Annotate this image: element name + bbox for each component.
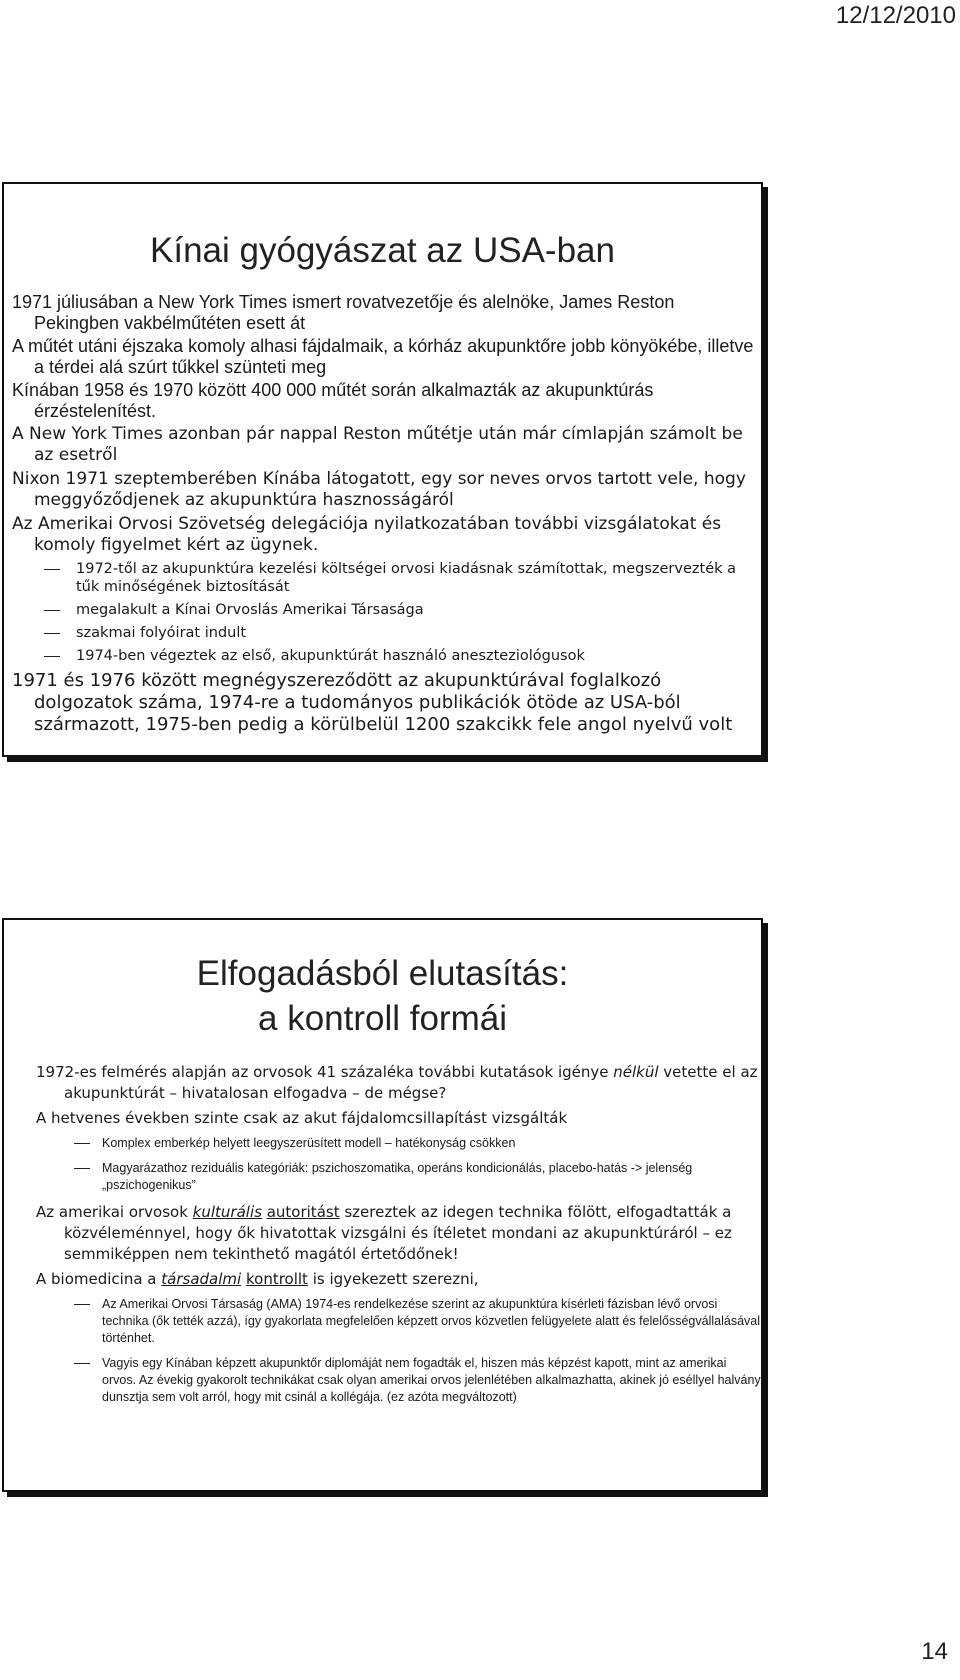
sub-list-item xyxy=(4,1355,761,1406)
slide-2-sub-list-1 xyxy=(4,1135,761,1194)
list-item: Az Amerikai Orvosi Szövetség delegációja nyilatkozatában további vizsgálatokat és komoly figyelmet kért az ügynek. xyxy=(12,514,722,555)
dash-bullet-icon xyxy=(74,1363,90,1364)
dash-bullet-icon xyxy=(44,569,60,570)
list-item xyxy=(4,1269,761,1290)
sub-list-item-text: 1974-ben végeztek az első, akupunktúrát használó aneszteziológusok xyxy=(76,648,585,664)
sub-list-item-text: Komplex emberkép helyett leegyszerüsített modell – hatékonyság csökken xyxy=(102,1135,516,1150)
slide-1 xyxy=(2,182,763,757)
dash-bullet-icon xyxy=(74,1168,90,1169)
sub-list-item-text: szakmai folyóirat indult xyxy=(76,625,247,641)
text-run: Az amerikai orvosok xyxy=(36,1202,193,1221)
dash-bullet-icon xyxy=(44,656,60,657)
list-item xyxy=(4,1202,761,1265)
sub-list-item xyxy=(4,1135,761,1152)
list-item xyxy=(4,1062,761,1104)
list-item: A műtét utáni éjszaka komoly alhasi fájdalmaik, a kórház akupunktőre jobb könyökébe, illetve a térdei alá szúrt tűkkel szünteti meg xyxy=(12,336,754,377)
emphasis-text: társadalmi xyxy=(161,1269,242,1288)
sub-list-item xyxy=(4,1160,761,1194)
slide-2-title-line-1: Elfogadásból elutasítás: xyxy=(196,954,569,993)
emphasis-text: kulturális xyxy=(192,1202,262,1221)
text-run: 1972-es felmérés alapján az orvosok 41 százaléka további kutatások igénye xyxy=(36,1062,614,1081)
slide-2-bullet-list xyxy=(4,1062,761,1129)
slide-1-title xyxy=(4,230,761,272)
text-run: is igyekezett szerezni, xyxy=(307,1269,479,1288)
sub-list-item xyxy=(4,624,761,642)
slide-2-title-line-2: a kontroll formái xyxy=(258,998,507,1038)
slide-2 xyxy=(2,918,763,1492)
list-item: Nixon 1971 szeptemberében Kínába látogatott, egy sor neves orvos tartott vele, hogy meggyőződjenek az akupunktúra hasznosságáról xyxy=(12,469,746,510)
slide-1-sub-list xyxy=(4,560,761,665)
dash-bullet-icon xyxy=(74,1143,90,1144)
slide-1-bullet-list xyxy=(4,292,761,556)
dash-bullet-icon xyxy=(44,633,60,634)
list-item: A New York Times azonban pár nappal Reston műtétje után már címlapján számolt be az esetről xyxy=(12,424,743,465)
slide-1-title-text: Kínai gyógyászat az USA-ban xyxy=(150,231,615,270)
slide-2-sub-list-2 xyxy=(4,1296,761,1406)
sub-list-item-text: Az Amerikai Orvosi Társaság (AMA) 1974-es rendelkezése szerint az akupunktúra kísérleti fázisban lévő orvosi technika (ők tették azzá), így gyakorlata megfelelően képzett orvos közvetlen felügyelete alatt és felelősségvállalásával történhet. xyxy=(102,1296,761,1345)
sub-list-item xyxy=(4,560,761,596)
underlined-text: autoritást xyxy=(266,1202,340,1221)
text-run: A biomedicina a xyxy=(36,1269,162,1288)
underlined-text: kontrollt xyxy=(245,1269,308,1288)
print-date: 12/12/2010 xyxy=(835,2,956,29)
sub-list-item-text: Vagyis egy Kínában képzett akupunktőr diplomáját nem fogadták el, hiszen más képzést kapott, mint az amerikai orvos. Az évekig gyakorolt technikákat csak olyan amerikai orvos jelenlétében alkalmazhatta, akinek jó eséllyel halvány dunsztja sem volt arról, hogy mit csinál a kollégája. (ez azóta megváltozott) xyxy=(102,1355,761,1404)
sub-list-item-text: megalakult a Kínai Orvoslás Amerikai Társasága xyxy=(76,602,424,618)
text-run: szereztek az idegen technika fölött, elfogadtatták a közvéleménnyel, hogy ők hivatottak vizsgálni és ítéletet mondani az akupunktúráról – ez semmiképpen nem tekinthető magától értetődőnek! xyxy=(64,1202,732,1263)
list-item: A hetvenes években szinte csak az akut fájdalomcsillapítást vizsgálták xyxy=(36,1108,568,1127)
emphasis-text: nélkül xyxy=(613,1062,659,1081)
dash-bullet-icon xyxy=(44,610,60,611)
sub-list-item xyxy=(4,1296,761,1347)
list-item: Kínában 1958 és 1970 között 400 000 műtét során alkalmazták az akupunktúrás érzéstelenítést. xyxy=(12,380,654,421)
text-run: vetette el az akupunktúrát – hivatalosan elfogadva – de mégse? xyxy=(64,1062,758,1102)
slide-1-final-list xyxy=(4,670,761,736)
sub-list-item xyxy=(4,647,761,665)
sub-list-item-text: 1972-től az akupunktúra kezelési költségei orvosi kiadásnak számítottak, megszervezték a tűk minőségének biztosítását xyxy=(76,561,737,595)
slide-2-bullet-list-continued xyxy=(4,1202,761,1290)
slide-2-title xyxy=(4,952,761,1042)
page-number: 14 xyxy=(921,1638,948,1665)
list-item: 1971 és 1976 között megnégyszereződött az akupunktúrával foglalkozó dolgozatok száma, 1974-re a tudományos publikációk ötöde az USA-ból származott, 1975-ben pedig a körülbelül 1200 szakcikk fele angol nyelvű volt xyxy=(12,670,733,735)
sub-list-item-text: Magyarázathoz reziduális kategóriák: pszichoszomatika, operáns kondicionálás, placebo-hatás -> jelenség „pszichogenikus” xyxy=(102,1160,693,1192)
sub-list-item xyxy=(4,601,761,619)
list-item: 1971 júliusában a New York Times ismert rovatvezetője és alelnöke, James Reston Pekingben vakbélműtéten esett át xyxy=(12,292,675,333)
dash-bullet-icon xyxy=(74,1304,90,1305)
